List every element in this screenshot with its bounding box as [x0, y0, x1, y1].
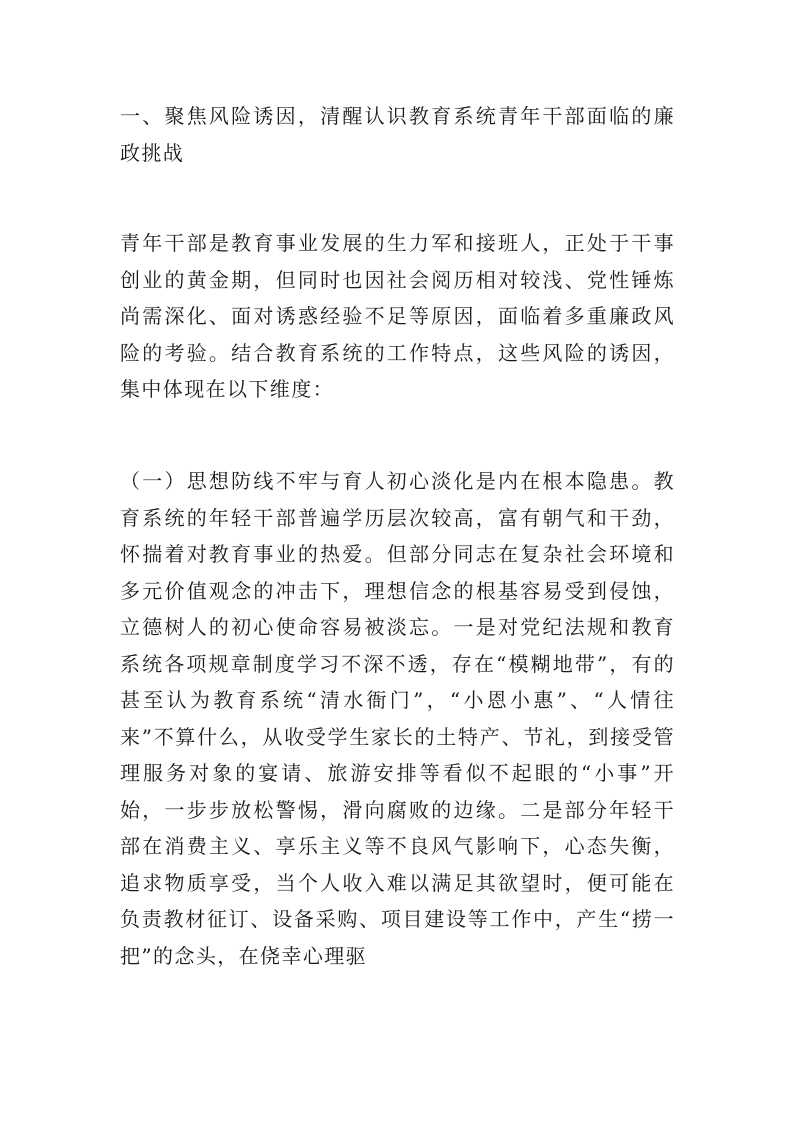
- section-heading: 一、聚焦风险诱因，清醒认识教育系统青年干部面临的廉政挑战: [120, 104, 675, 165]
- body-paragraph-intro: 青年干部是教育事业发展的生力军和接班人，正处于干事创业的黄金期，但同时也因社会阅历相对较浅、党性锤炼尚需深化、面对诱惑经验不足等原因，面临着多重廉政风险的考验。结合教育系统的工作特点，这些风险的诱因，集中体现在以下维度：: [120, 231, 675, 401]
- body-paragraph-thought-defense: （一）思想防线不牢与育人初心淡化是内在根本隐患。教育系统的年轻干部普遍学历层次较高，富有朝气和干劲，怀揣着对教育事业的热爱。但部分同志在复杂社会环境和多元价值观念的冲击下，理想信念的根基容易受到侵蚀，立德树人的初心使命容易被淡忘。一是对党纪法规和教育系统各项规章制度学习不深不透，存在“模糊地带”，有的甚至认为教育系统“清水衙门”，“小恩小惠”、“人情往来”不算什么，从收受学生家长的土特产、节礼，到接受管理服务对象的宴请、旅游安排等看似不起眼的“小事”开始，一步步放松警惕，滑向腐败的边缘。二是部分年轻干部在消费主义、享乐主义等不良风气影响下，心态失衡，追求物质享受，当个人收入难以满足其欲望时，便可能在负责教材征订、设备采购、项目建设等工作中，产生“捞一把”的念头，在侥幸心理驱: [120, 469, 675, 968]
